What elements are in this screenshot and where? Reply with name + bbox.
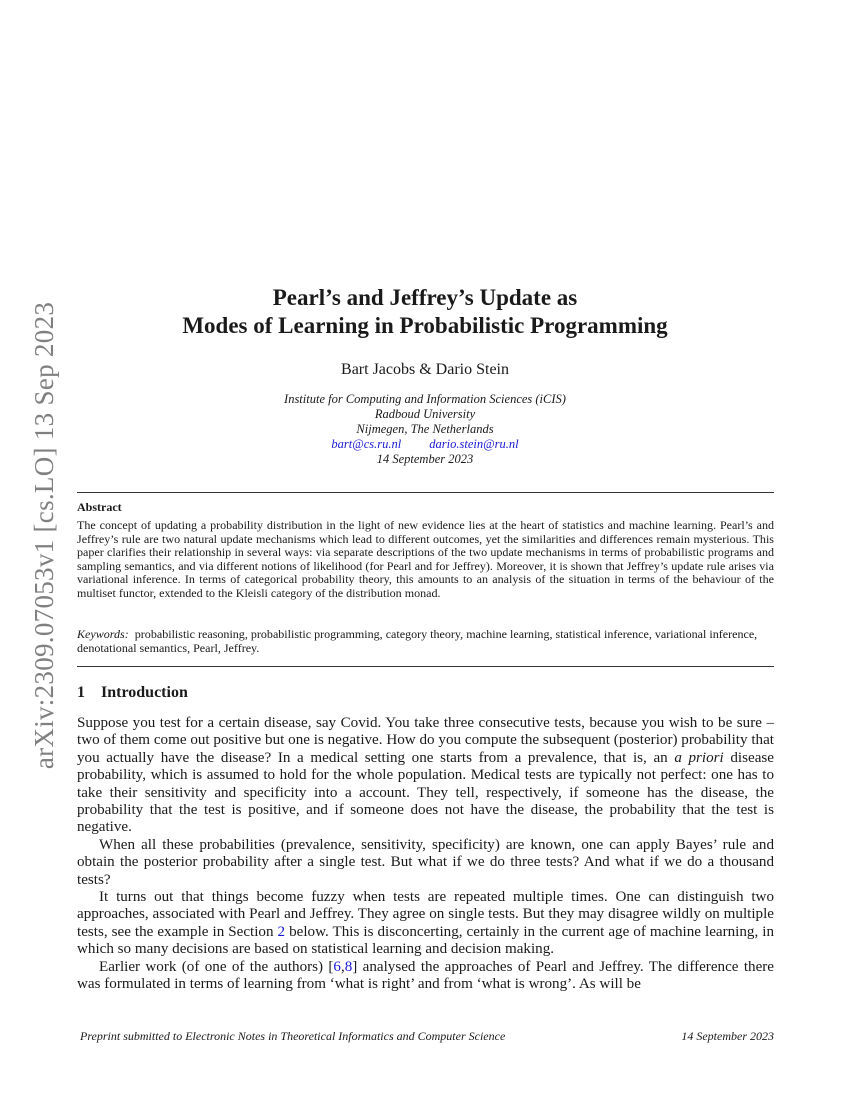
footer-date: 14 September 2023 [681,1029,774,1043]
affiliation-block [100,392,750,467]
arxiv-identifier: arXiv:2309.07053v1 [cs.LO] 13 Sep 2023 [29,301,60,769]
affiliation-institute: Institute for Computing and Information Sciences (iCIS) [284,392,566,406]
paragraph-4-part-b: ] analysed the approaches of Pearl and Jeffrey. The difference there was formulated in terms of learning from ‘what is right’ and from ‘what is wrong’. As will be [77,958,774,993]
title-line-1: Pearl’s and Jeffrey’s Update as [272,285,578,310]
citation-link-8[interactable]: 8 [344,958,353,975]
paragraph-1-part-a: Suppose you test for a certain disease, say Covid. You take three consecutive tests, because you wish to be sure – two of them come out positive but one is negative. How do you compute the subsequent (posterior) probability that you actually have the disease? In a medical setting one starts from a prevalence, that is, an [77,715,774,766]
section-title: Introduction [101,684,188,701]
email-link-jacobs[interactable]: bart@cs.ru.nl [331,437,402,451]
keywords-label: Keywords: [77,627,129,641]
paper-date: 14 September 2023 [376,452,474,466]
paper-title [100,284,750,340]
keywords-list: probabilistic reasoning, probabilistic programming, category theory, machine learning, statistical inference, variational inference, denotational semantics, Pearl, Jeffrey. [77,627,758,655]
keywords [77,628,774,655]
section-number: 1 [77,684,85,701]
abstract-text: The concept of updating a probability distribution in the light of new evidence lies at the heart of statistics and machine learning. Pearl’s and Jeffrey’s rule are two natural update mechanisms which lead to different outcomes, yet the similarities and differences remain mysterious. This paper clarifies their relationship in several ways: via separate descriptions of the two update mechanisms in terms of probabilistic programs and sampling semantics, and via different notions of likelihood (for Pearl and for Jeffrey). Moreover, it is shown that Jeffrey’s update rule arises via variational inference. In terms of categorical probability theory, this amounts to an analysis of the situation in terms of the behaviour of the multiset functor, extended to the Kleisli category of the distribution monad. [77,518,774,600]
title-line-2: Modes of Learning in Probabilistic Programming [182,313,668,338]
paragraph-4-part-a: Earlier work (of one of the authors) [ [99,958,334,975]
arxiv-sidebar [10,295,80,775]
paragraph-1-part-b: disease probability, which is assumed to hold for the whole population. Medical tests are typically not perfect: one has to take their sensitivity and specificity into a account. They tell, respectively, if someone has the disease, the probability that the test is positive, and if someone does not have the disease, the probability that the test is negative. [77,749,774,836]
section-heading [77,684,188,702]
section-ref-link[interactable]: 2 [277,923,286,940]
affiliation-university: Radboud University [374,407,476,421]
footer-preprint-note: Preprint submitted to Electronic Notes in Theoretical Informatics and Computer Science [80,1029,506,1043]
paragraph-1-emphasis: a priori [674,749,724,766]
paragraph-3-part-a: It turns out that things become fuzzy when tests are repeated multiple times. One can distinguish two approaches, associated with Pearl and Jeffrey. They agree on single tests. But they may disagree wildly on multiple tests, see the example in Section [77,889,774,940]
paragraph-1 [77,715,774,837]
email-row [100,437,750,452]
paragraph-4 [77,959,774,994]
abstract-heading: Abstract [77,500,122,514]
citation-link-6[interactable]: 6 [333,958,341,975]
abstract-bottom-rule [77,666,774,667]
email-link-stein[interactable]: dario.stein@ru.nl [429,437,519,451]
paragraph-3-part-b: below. This is disconcerting, certainly in the current age of machine learning, in which so many decisions are based on statistical learning and decision making. [77,923,774,958]
citation-separator: , [340,958,345,975]
page-footer [77,1029,774,1044]
body-text [77,715,774,994]
authors: Bart Jacobs & Dario Stein [341,361,509,378]
paragraph-2: When all these probabilities (prevalence, sensitivity, specificity) are known, one can apply Bayes’ rule and obtain the posterior probability after a single test. But what if we do three tests? And what if we do a thousand tests? [77,836,774,888]
affiliation-city: Nijmegen, The Netherlands [356,422,494,436]
paragraph-3 [77,889,774,959]
abstract-top-rule [77,492,774,493]
